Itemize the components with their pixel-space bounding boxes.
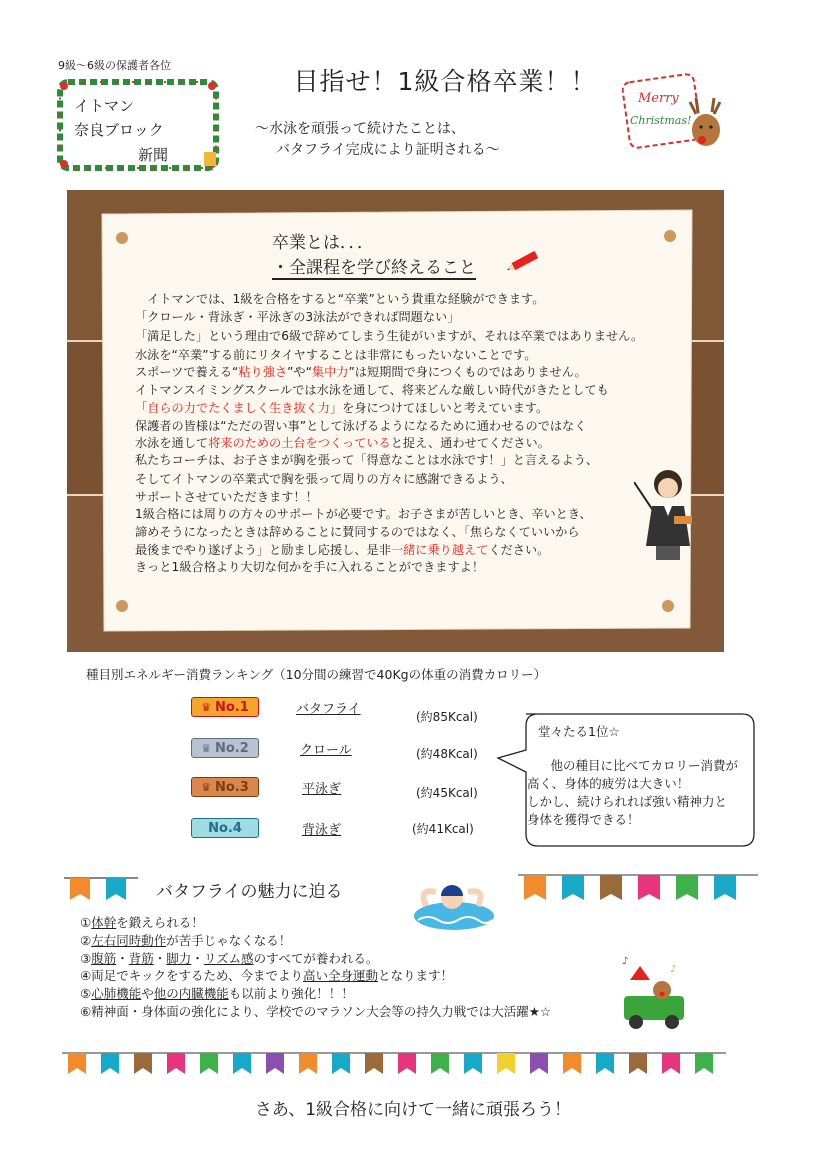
butterfly-point [80,913,204,931]
bubble-line: しかし、続けられれば強い精神力と [527,794,728,809]
notice-text: 「 [135,401,148,415]
notice-text: そしてイトマンの卒業式で胸を張って周りの方々に感謝できるよう、 [135,472,513,486]
notice-line [135,558,484,576]
bunting-flag [600,875,622,900]
underlined-keyword: 他の内臓機能 [153,986,229,1001]
bubble-line: 堂々たる1位☆ [538,724,620,739]
rank-badge-label: No.3 [214,780,249,795]
highlight-text: 一緒に乗り越えて [390,543,489,557]
notice-line [135,381,609,399]
bunting-flag [629,1053,647,1074]
rank-badge-label: No.4 [208,821,242,836]
notice-text: 1級合格には周りの方々のサポートが必要です。お子さまが苦しいとき、辛いとき、 [135,507,592,521]
notice-heading: 卒業とは．．． [272,233,374,253]
bunting-flag [714,875,736,900]
crown-icon: ♛ [201,742,215,755]
notice-text: サポートさせていただきます！！ [135,490,318,504]
point-text: が苦手じゃなくなる！ [166,933,292,948]
logo-line-1: イトマン [74,97,135,115]
bunting-flags [518,872,758,906]
notice-line [135,399,548,417]
rank-badge [191,697,259,717]
bunting-flag [563,1053,581,1074]
bunting-flag [266,1053,284,1074]
calorie-value: (約85Kcal) [416,710,478,724]
notice-text: 最後までやり遂げよう」と励まし応援し、是非 [135,543,391,557]
subtitle-line-1: ～水泳を頑張って続けたことは、 [255,121,465,137]
pencil-icon [504,248,544,274]
pin-icon [662,600,674,612]
point-text: のすべてが養われる。 [253,951,379,966]
svg-text:♪: ♪ [622,956,629,967]
xmas-text-christmas: Christmas! [630,114,692,127]
calorie-value: (約41Kcal) [412,822,474,836]
notice-text: きっと1級合格より大切な何かを手に入れることができますよ！ [135,560,485,574]
butterfly-point [80,931,291,949]
point-text: や [141,986,154,1001]
crown-icon: ♛ [201,701,215,714]
bunting-flag [530,1053,548,1074]
notice-line [135,363,587,381]
svg-text:♪: ♪ [670,964,677,975]
stroke-name: クロール [300,743,352,758]
logo-line-3: 新聞 [138,146,169,164]
bunting-flag [431,1053,449,1074]
notice-text: 」を身につけてほしいと考えています。 [330,401,549,415]
rank-badge-label: No.1 [214,700,249,715]
underlined-keyword: リズム感 [203,951,254,966]
notice-line [135,327,643,345]
underlined-keyword: 背筋 [128,951,154,966]
notice-text: ください。 [488,543,550,557]
bunting-flag [101,1053,119,1074]
bunting-flag [524,875,546,900]
point-text: ⑥精神面・身体面の強化により、学校でのマラソン大会等の持久力戦では大活躍★☆ [80,1004,552,1019]
closing-message: さあ、1級合格に向けて一緒に頑張ろう！ [254,1100,572,1120]
notice-line [135,488,318,506]
bunting-flag [695,1053,713,1074]
notice-line [135,541,549,559]
calorie-value: (約45Kcal) [416,786,478,800]
subtitle-line-2: バタフライ完成により証明される～ [276,142,500,158]
bunting-flags [64,876,138,906]
rank-badge [191,738,259,758]
highlight-text: 粘り強さ [238,365,288,379]
bunting-flag [676,875,698,900]
butterfly-heading: バタフライの魅力に迫る [156,882,343,902]
stroke-name: バタフライ [296,702,361,717]
notice-text: イトマンでは、1級を合格をすると“卒業”という貴重な経験ができます。 [135,292,545,306]
butterfly-point [80,984,354,1002]
notice-text: ”や“ [287,365,312,379]
bunting-flag [200,1053,218,1074]
underlined-keyword: 心肺機能 [91,986,142,1001]
point-text: ・ [116,951,129,966]
bunting-flag [497,1053,515,1074]
notice-line [135,417,586,435]
underlined-keyword: 左右同時動作 [91,933,167,948]
bunting-flag [134,1053,152,1074]
notice-line [135,505,592,523]
underlined-keyword: 腹筋 [91,951,117,966]
highlight-text: 自らの力でたくましく生き抜く力 [147,401,330,415]
bunting-flag [596,1053,614,1074]
main-title: 目指せ！1級合格卒業！！ [293,67,597,96]
merry-christmas-illustration [622,72,726,158]
bunting-flags [62,1050,726,1080]
ranking-caption: 種目別エネルギー消費ランキング（10分間の練習で40Kgの体重の消費カロリー） [86,667,547,682]
notice-text: 「クロール・背泳ぎ・平泳ぎの3泳法ができれば問題ない」 [135,310,460,324]
notice-text: ”は短期間で身につくものではありません。 [348,365,587,379]
point-text: ③ [80,951,92,966]
pin-icon [664,230,676,242]
calorie-value: (約48Kcal) [416,747,478,761]
logo-line-2: 奈良ブロック [74,121,164,139]
butterfly-point [80,1002,551,1020]
notice-text: 保護者の皆様は“ただの習い事”として泳げるようになるために通わせるのではなく [135,419,587,433]
notice-line [135,308,459,326]
teacher-illustration [634,462,696,562]
point-text: も以前より強化！！！ [228,986,354,1001]
underlined-keyword: 体幹 [91,915,117,930]
notice-line [135,346,536,364]
notice-text: 水泳を“卒業”する前にリタイヤすることは非常にもったいないことです。 [135,348,537,362]
notice-line [135,451,598,469]
notice-line [135,523,580,541]
highlight-text: 将来のための土台をつくっている [208,436,391,450]
point-text: となります！ [377,968,453,983]
bubble-line: 身体を獲得できる！ [527,812,640,827]
stroke-name: 平泳ぎ [302,782,342,797]
butterfly-point [80,966,453,984]
bunting-flag [464,1053,482,1074]
notice-text: 私たちコーチは、お子さまが胸を張って「得意なことは水泳です！」と言えるよう、 [135,453,599,467]
point-text: を鍛えられる！ [116,915,204,930]
rank-badge [191,777,259,797]
point-text: ④両足でキックをするため、今までより [80,968,303,983]
point-text: ・ [153,951,167,966]
notice-line [135,470,513,488]
underlined-keyword: 高い全身運動 [302,968,378,983]
bunting-flag [332,1053,350,1074]
butterfly-point [80,949,378,967]
bunting-flag [233,1053,251,1074]
point-text: ⑤ [80,986,92,1001]
notice-line [135,434,550,452]
bunting-flag [68,1053,86,1074]
notice-text: 水泳を通して [135,436,209,450]
notice-subheading [272,253,476,280]
crown-icon: ♛ [201,781,215,794]
bunting-flag [398,1053,416,1074]
bunting-flag [299,1053,317,1074]
highlight-text: 集中力 [311,365,349,379]
point-text: ① [80,915,92,930]
rank-badge [191,818,259,838]
swimmer-butterfly-icon [412,876,496,934]
bunting-flag [365,1053,383,1074]
rank-badge-label: No.2 [214,741,249,756]
xmas-text-merry: Merry [638,91,679,106]
notice-text: スポーツで養える“ [135,365,239,379]
stroke-name: 背泳ぎ [302,823,342,838]
pin-icon [116,600,128,612]
bunting-flag [662,1053,680,1074]
point-text: ② [80,933,92,948]
audience-label: 9級～6級の保護者各位 [58,59,171,72]
notice-line [135,290,544,308]
santa-car-illustration [618,950,690,1032]
bunting-flag [167,1053,185,1074]
point-text: ・ [191,951,204,966]
bubble-line: 高く、身体的疲労は大きい！ [527,776,690,791]
notice-text: 「満足した」という理由で6級で辞めてしまう生徒がいますが、それは卒業ではありません。 [135,329,644,343]
notice-text: 諦めそうになったときは辞めることに賛同するのではなく、「焦らなくていいから [135,525,580,539]
pin-icon [116,232,128,244]
notice-text: イトマンスイミングスクールでは水泳を通して、将来どんな厳しい時代がきたとしても [135,383,609,397]
bunting-flag [562,875,584,900]
notice-subheading-text: ・全課程を学び終えること [272,258,476,278]
notice-text: と捉え、通わせてください。 [390,436,550,450]
bubble-line: 他の種目に比べてカロリー消費が [538,758,739,773]
bunting-flag [638,875,660,900]
underlined-keyword: 脚力 [166,951,192,966]
